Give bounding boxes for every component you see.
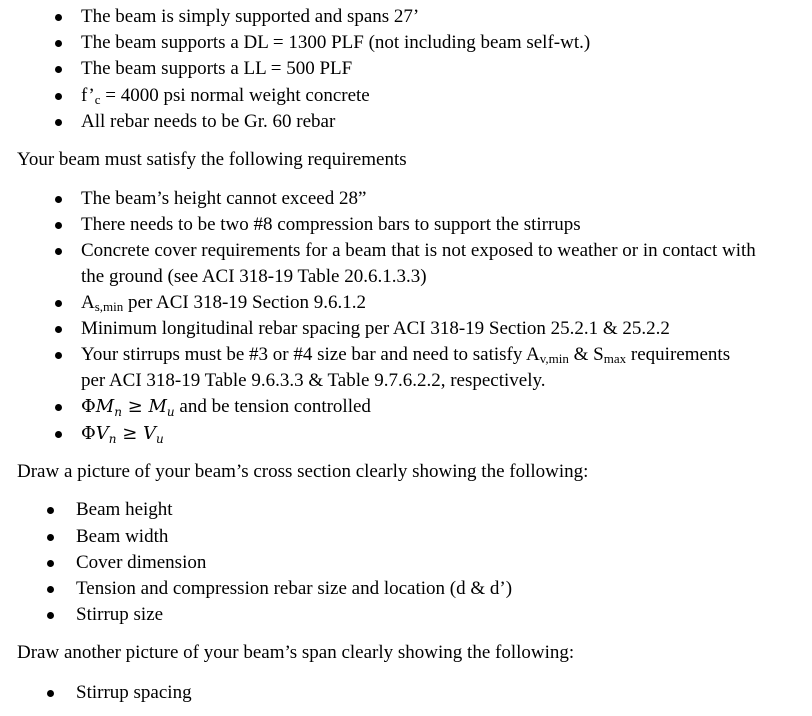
bullet-icon <box>55 352 62 359</box>
bullet-icon <box>47 612 54 619</box>
flexure-equation: $\Phi M_n \ge M_u$ <box>81 396 175 419</box>
bullet-icon <box>55 300 62 307</box>
bullet-icon <box>47 507 54 514</box>
bullet-icon <box>55 93 62 100</box>
span-intro: Draw another picture of your beam’s span clearly showing the following: <box>17 642 575 663</box>
bullet-icon <box>55 222 62 229</box>
cross-section-intro: Draw a picture of your beam’s cross section clearly showing the following: <box>17 461 589 482</box>
bullet-icon <box>55 196 62 203</box>
bullet-icon <box>55 431 62 438</box>
shear-equation: $\Phi V_n \ge V_u$ <box>81 423 164 446</box>
bullet-icon <box>55 326 62 333</box>
bullet-icon <box>55 66 62 73</box>
bullet-icon <box>47 560 54 567</box>
bullet-icon <box>55 404 62 411</box>
bullet-icon <box>55 248 62 255</box>
bullet-icon <box>47 534 54 541</box>
bullet-icon <box>55 119 62 126</box>
bullet-icon <box>47 586 54 593</box>
requirements-intro: Your beam must satisfy the following requirements <box>17 149 407 170</box>
bullet-icon <box>47 690 54 697</box>
bullet-icon <box>55 14 62 21</box>
bullet-icon <box>55 40 62 47</box>
